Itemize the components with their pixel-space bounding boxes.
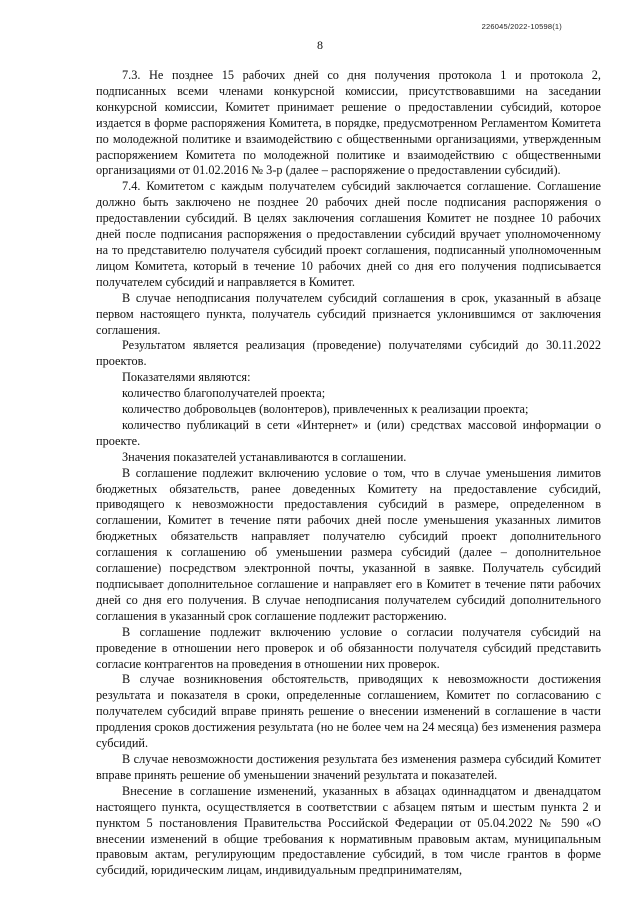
paragraph-indicators-heading: Показателями являются: — [122, 370, 251, 385]
page-number: 8 — [317, 38, 323, 52]
paragraph-indicator-values: Значения показателей устанавливаются в соглашении. — [122, 449, 407, 464]
paragraph-result: Результатом является реализация (проведение) получателями субсидий до 30.11.2022 проектов. — [96, 338, 601, 369]
document-registration-number: 226045/2022-10598(1) — [481, 22, 562, 31]
paragraph-7-4: 7.4. Комитетом с каждым получателем субсидий заключается соглашение. Соглашение должно быть заключено не позднее 20 рабочих дней после подписания распоряжения о предоставлении субсидий. В целях заключения соглашения Комитет не позднее 10 рабочих дней после подписания распоряжения о предоставлении субсидий вручает уполномоченному на то представителю получателя субсидий проект соглашения, подписанный уполномоченным лицом Комитета, который в течение 10 рабочих дней со дня его получения подписывается получателем субсидий и направляется в Комитет. — [96, 179, 601, 289]
paragraph-result-reduction: В случае невозможности достижения результата без изменения размера субсидий Комитет вправе принять решение об уменьшении значений результата и показателей. — [96, 751, 601, 782]
paragraph-deadline-extension: В случае возникновения обстоятельств, приводящих к невозможности достижения результата и показателя в сроки, определенные соглашением, Комитет по согласованию с получателем субсидий вправе принять решение о внесении изменений в соглашение в части продления сроков достижения результата (но не более чем на 24 месяца) без изменения размера субсидий. — [96, 672, 601, 751]
indicator-item: количество публикаций в сети «Интернет» и (или) средствах массовой информации о проекте. — [96, 417, 601, 448]
paragraph-budget-limits: В соглашение подлежит включению условие о том, что в случае уменьшения лимитов бюджетных обязательств, ранее доведенных Комитету на предоставление субсидий, приводящего к невозможности предоставления субсидий в размере, определенном в соглашении, Комитет в течение пяти рабочих дней после уменьшения указанных лимитов бюджетных обязательств направляет получателю субсидий проект дополнительного соглашения к соглашению об уменьшении размера субсидий (далее – дополнительное соглашение) посредством электронной почты, указанной в заявке. Получатель субсидий подписывает дополнительное соглашение и направляет его в Комитет в течение пяти рабочих дней со дня его получения. В случае неподписания получателем субсидий дополнительного соглашения в указанный срок соглашение подлежит расторжению. — [96, 465, 601, 623]
paragraph-7-3: 7.3. Не позднее 15 рабочих дней со дня получения протокола 1 и протокола 2, подписанных всеми членами конкурсной комиссии, присутствовавшими на заседании конкурсной комиссии, Комитет принимает решение о предоставлении субсидий, которое издается в форме распоряжения Комитета, в порядке, предусмотренном Регламентом Комитета по молодежной политике и взаимодействию с общественными организациями, утвержденным распоряжением Комитета по молодежной политике и взаимодействию с общественными организациями от 01.02.2016 № 3-р (далее – распоряжение о предоставлении субсидий). — [96, 68, 601, 178]
indicator-item: количество благополучателей проекта; — [122, 386, 326, 401]
indicator-item: количество добровольцев (волонтеров), привлеченных к реализации проекта; — [122, 402, 529, 417]
document-body — [96, 68, 601, 879]
paragraph-amendments: Внесение в соглашение изменений, указанных в абзацах одиннадцатом и двенадцатом настоящего пункта, осуществляется в соответствии с абзацем пятым и шестым пункта 2 и пунктом 5 постановления Правительства Российской Федерации от 05.04.2022 № 590 «О внесении изменений в общие требования к нормативным правовым актам, муниципальным правовым актам, регулирующим предоставление субсидий, в том числе грантов в форме субсидий, юридическим лицам, индивидуальным предпринимателям, — [96, 783, 601, 878]
paragraph-inspections-consent: В соглашение подлежит включению условие о согласии получателя субсидий на проведение в отношении него проверок и об обязанности получателя субсидий представить согласие контрагентов на проведения в отношении них проверок. — [96, 624, 601, 671]
paragraph-unsigned-agreement: В случае неподписания получателем субсидий соглашения в срок, указанный в абзаце первом настоящего пункта, получатель субсидий признается уклонившимся от заключения соглашения. — [96, 290, 601, 337]
